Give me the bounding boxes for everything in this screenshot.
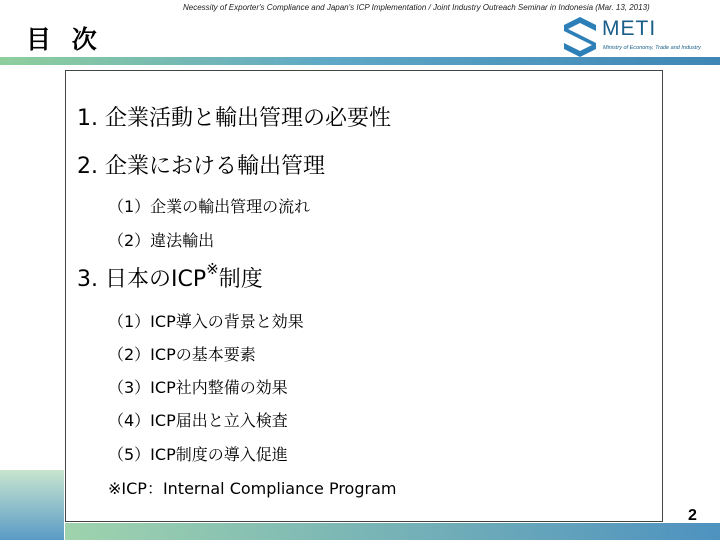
toc-item-3-1: （1）ICP導入の背景と効果: [108, 312, 304, 331]
toc-section-1: 1. 企業活動と輸出管理の必要性: [77, 106, 391, 131]
footnote: ※ICP：Internal Compliance Program: [108, 479, 397, 498]
toc-section-3: [77, 262, 263, 293]
toc-item-2-2: （2）違法輸出: [108, 231, 215, 250]
left-decor-strip: [0, 470, 64, 540]
toc-section-3-tail: 制度: [218, 267, 263, 292]
toc-item-3-4: （4）ICP届出と立入検査: [108, 411, 288, 430]
meti-logo: [560, 15, 710, 59]
header-rule: [0, 57, 720, 65]
page-number: 2: [688, 507, 697, 524]
seminar-header-note: Necessity of Exporter's Compliance and Japan's ICP Implementation / Joint Industry Outreach Seminar in Indonesia (Mar. 13, 2013): [183, 3, 650, 12]
toc-section-3-label: 3. 日本のICP: [77, 267, 207, 292]
meti-logo-icon: [560, 15, 600, 59]
toc-section-2: 2. 企業における輸出管理: [77, 154, 325, 179]
bottom-decor-band: [65, 523, 720, 540]
logo-wordmark: METI: [602, 17, 657, 40]
toc-item-3-2: （2）ICPの基本要素: [108, 345, 256, 364]
page-title: 目 次: [26, 25, 103, 54]
logo-subtitle: Ministry of Economy, Trade and Industry: [603, 45, 701, 51]
toc-item-2-1: （1）企業の輸出管理の流れ: [108, 197, 311, 216]
footnote-mark: ※: [206, 260, 219, 278]
toc-item-3-3: （3）ICP社内整備の効果: [108, 378, 288, 397]
toc-item-3-5: （5）ICP制度の導入促進: [108, 445, 288, 464]
